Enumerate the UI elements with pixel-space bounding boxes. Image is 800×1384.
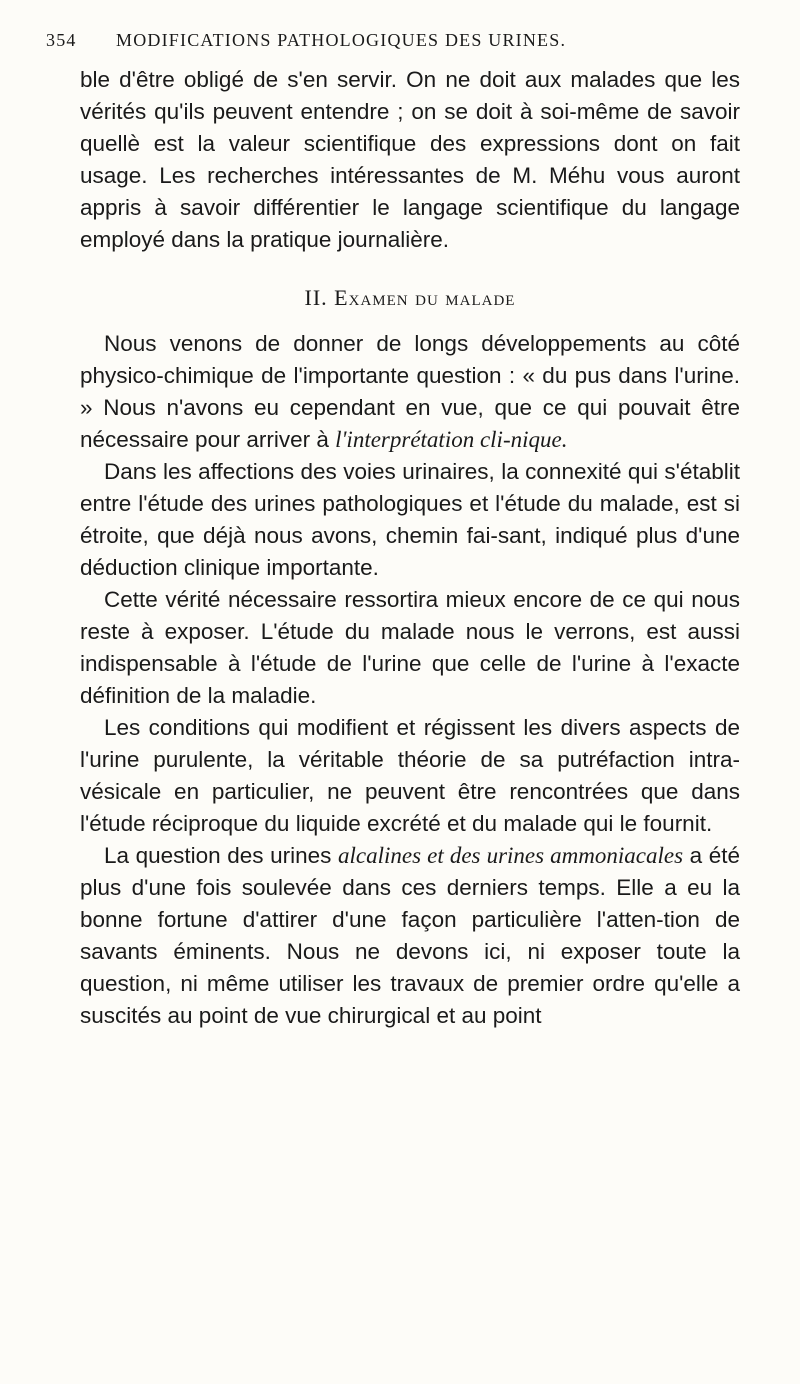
paragraph-text: a été plus d'une fois soulevée dans ces derniers temps. Elle a eu la bonne fortune d'attirer d'une façon particulière l'atten-tion de savants éminents. Nous ne devons ici, ni exposer toute la question, ni même utiliser les travaux de premier ordre qu'elle a suscités au point de vue chirurgical et au point	[80, 843, 740, 1028]
page-number: 354	[46, 30, 77, 50]
paragraph: Cette vérité nécessaire ressortira mieux encore de ce qui nous reste à exposer. L'étude du malade nous le verrons, est aussi indispensable à l'étude de l'urine que celle de l'urine à l'exacte définition de la maladie.	[80, 587, 740, 708]
paragraph: Dans les affections des voies urinaires, la connexité qui s'établit entre l'étude des urines pathologiques et l'étude du malade, est si étroite, que déjà nous avons, chemin fai-sant, indiqué plus d'une déduction clinique importante.	[80, 459, 740, 580]
paragraph	[80, 328, 740, 456]
running-header	[46, 30, 740, 64]
paragraph	[80, 840, 740, 1032]
paragraph: Les conditions qui modifient et régissent les divers aspects de l'urine purulente, la véritable théorie de sa putréfaction intra-vésicale en particulier, ne peuvent être rencontrées que dans l'étude réciproque du liquide excrété et du malade qui le fournit.	[80, 715, 740, 836]
section-heading: II. Examen du malade	[304, 285, 516, 310]
italic-text: alcalines et des urines ammoniacales	[338, 843, 684, 868]
running-title: MODIFICATIONS PATHOLOGIQUES DES URINES.	[116, 30, 567, 50]
paragraph-text: La question des urines	[104, 843, 339, 868]
body-text	[80, 64, 740, 1032]
book-page	[46, 30, 740, 1032]
italic-text: l'interprétation cli-nique.	[335, 427, 568, 452]
paragraph-text: Nous venons de donner de longs développements au côté physico-chimique de l'importante question : « du pus dans l'urine. » Nous n'avons eu cependant en vue, que ce qui pouvait être nécessaire pour arriver à	[80, 331, 740, 452]
paragraph-continued: ble d'être obligé de s'en servir. On ne doit aux malades que les vérités qu'ils peuvent entendre ; on se doit à soi-même de savoir quellè est la valeur scientifique des expressions dont on fait usage. Les recherches intéressantes de M. Méhu vous auront appris à savoir différentier le langage scientifique du langage employé dans la pratique journalière.	[80, 67, 740, 252]
